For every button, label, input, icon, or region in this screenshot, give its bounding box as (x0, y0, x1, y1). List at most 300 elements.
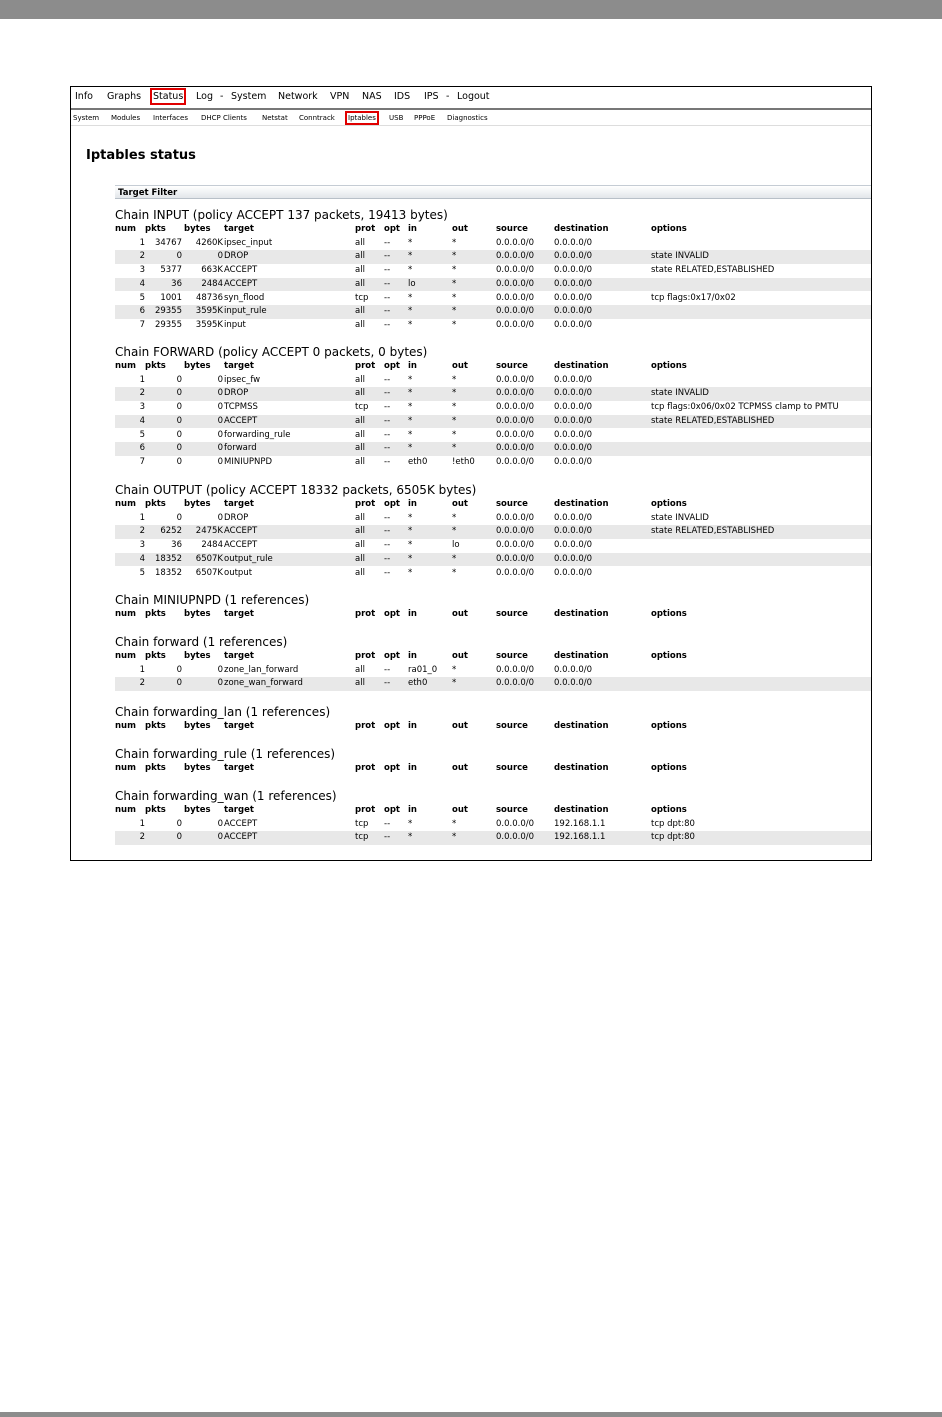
cell-bytes: 3595K (195, 306, 223, 317)
cell-target: ACCEPT (224, 415, 258, 426)
cell-bytes: 0 (217, 443, 223, 454)
table-row (115, 442, 871, 456)
cell-pkts: 18352 (154, 553, 182, 564)
cell-out: * (452, 374, 457, 385)
cell-out: * (452, 664, 457, 675)
column-header-source: source (496, 224, 528, 234)
cell-source: 0.0.0.0/0 (496, 319, 535, 330)
table-row (115, 456, 871, 470)
column-header-target: target (224, 609, 254, 619)
menu-item-vpn[interactable]: VPN (330, 91, 350, 102)
column-header-options: options (651, 721, 687, 731)
submenu-item-iptables[interactable]: Iptables (348, 114, 376, 122)
cell-opt: -- (384, 456, 391, 467)
cell-in: * (408, 512, 413, 523)
cell-opt: -- (384, 374, 391, 385)
table-row (115, 319, 871, 333)
cell-prot: all (355, 306, 365, 317)
cell-num: 1 (139, 237, 145, 248)
cell-target: output (224, 567, 253, 578)
cell-opt: -- (384, 319, 391, 330)
cell-destination: 0.0.0.0/0 (554, 292, 593, 303)
column-header-source: source (496, 651, 528, 661)
cell-pkts: 0 (176, 402, 182, 413)
cell-source: 0.0.0.0/0 (496, 456, 535, 467)
submenu-item-usb[interactable]: USB (389, 114, 404, 122)
cell-destination: 0.0.0.0/0 (554, 278, 593, 289)
cell-source: 0.0.0.0/0 (496, 278, 535, 289)
column-header-destination: destination (554, 609, 609, 619)
column-header-source: source (496, 609, 528, 619)
table-row (115, 429, 871, 443)
cell-destination: 0.0.0.0/0 (554, 402, 593, 413)
column-header-opt: opt (384, 609, 400, 619)
menu-item-status[interactable]: Status (153, 91, 184, 102)
column-header-out: out (452, 361, 468, 371)
table-row (115, 415, 871, 429)
column-header-opt: opt (384, 805, 400, 815)
submenu-item-interfaces[interactable]: Interfaces (153, 114, 188, 122)
cell-target: input (224, 319, 246, 330)
cell-source: 0.0.0.0/0 (496, 415, 535, 426)
menu-item-info[interactable]: Info (75, 91, 93, 102)
menu-item-system[interactable]: System (231, 91, 267, 102)
column-header-pkts: pkts (145, 499, 166, 509)
cell-pkts: 0 (176, 443, 182, 454)
cell-out: * (452, 443, 457, 454)
column-header-target: target (224, 721, 254, 731)
cell-destination: 0.0.0.0/0 (554, 567, 593, 578)
top-border-bar (0, 0, 942, 19)
cell-opt: -- (384, 429, 391, 440)
menu-item-log[interactable]: Log (196, 91, 213, 102)
column-header-in: in (408, 805, 417, 815)
table-row (115, 374, 871, 388)
cell-pkts: 0 (176, 678, 182, 689)
cell-target: TCPMSS (224, 402, 258, 413)
column-header-destination: destination (554, 361, 609, 371)
column-header-options: options (651, 651, 687, 661)
cell-source: 0.0.0.0/0 (496, 443, 535, 454)
cell-out: * (452, 319, 457, 330)
column-header-bytes: bytes (184, 361, 211, 371)
cell-out: * (452, 678, 457, 689)
chain-title: Chain forwarding_rule (1 references) (115, 747, 336, 761)
cell-in: * (408, 374, 413, 385)
submenu-item-netstat[interactable]: Netstat (262, 114, 288, 122)
column-header-bytes: bytes (184, 763, 211, 773)
cell-opt: -- (384, 402, 391, 413)
cell-bytes: 2475K (195, 526, 223, 537)
cell-prot: all (355, 512, 365, 523)
cell-target: ACCEPT (224, 818, 258, 829)
column-header-out: out (452, 763, 468, 773)
column-header-source: source (496, 763, 528, 773)
cell-target: ipsec_input (224, 237, 273, 248)
cell-options: tcp dpt:80 (651, 818, 695, 829)
column-header-prot: prot (355, 499, 376, 509)
cell-destination: 0.0.0.0/0 (554, 415, 593, 426)
column-header-opt: opt (384, 721, 400, 731)
cell-out: * (452, 512, 457, 523)
menu-item-nas[interactable]: NAS (362, 91, 382, 102)
cell-in: * (408, 567, 413, 578)
chain-table-header (115, 498, 871, 512)
cell-in: * (408, 415, 413, 426)
column-header-prot: prot (355, 361, 376, 371)
cell-pkts: 0 (176, 512, 182, 523)
cell-target: DROP (224, 512, 249, 523)
cell-num: 1 (139, 512, 145, 523)
column-header-options: options (651, 224, 687, 234)
cell-in: eth0 (408, 678, 428, 689)
table-row (115, 387, 871, 401)
menu-item-ips[interactable]: IPS (424, 91, 439, 102)
table-row (115, 539, 871, 553)
cell-target: forwarding_rule (224, 429, 291, 440)
chain-table-header (115, 762, 871, 776)
cell-opt: -- (384, 832, 391, 843)
column-header-bytes: bytes (184, 499, 211, 509)
cell-num: 5 (139, 292, 145, 303)
cell-out: * (452, 526, 457, 537)
column-header-source: source (496, 721, 528, 731)
cell-out: * (452, 292, 457, 303)
table-row (115, 278, 871, 292)
table-row (115, 292, 871, 306)
cell-source: 0.0.0.0/0 (496, 553, 535, 564)
column-header-bytes: bytes (184, 651, 211, 661)
column-header-opt: opt (384, 361, 400, 371)
table-row (115, 664, 871, 678)
cell-source: 0.0.0.0/0 (496, 512, 535, 523)
cell-pkts: 36 (171, 540, 182, 551)
cell-destination: 0.0.0.0/0 (554, 319, 593, 330)
cell-pkts: 0 (176, 818, 182, 829)
cell-source: 0.0.0.0/0 (496, 664, 535, 675)
column-header-pkts: pkts (145, 361, 166, 371)
column-header-bytes: bytes (184, 805, 211, 815)
cell-target: input_rule (224, 306, 267, 317)
cell-out: * (452, 251, 457, 262)
cell-out: * (452, 388, 457, 399)
cell-opt: -- (384, 237, 391, 248)
cell-target: forward (224, 443, 257, 454)
cell-in: * (408, 818, 413, 829)
cell-prot: tcp (355, 292, 369, 303)
cell-source: 0.0.0.0/0 (496, 429, 535, 440)
cell-in: * (408, 553, 413, 564)
cell-opt: -- (384, 251, 391, 262)
column-header-target: target (224, 499, 254, 509)
column-header-num: num (115, 651, 136, 661)
chain-table-header (115, 360, 871, 374)
column-header-out: out (452, 499, 468, 509)
cell-destination: 0.0.0.0/0 (554, 429, 593, 440)
cell-pkts: 0 (176, 415, 182, 426)
cell-bytes: 0 (217, 512, 223, 523)
cell-out: * (452, 402, 457, 413)
cell-opt: -- (384, 567, 391, 578)
cell-out: !eth0 (452, 456, 475, 467)
column-header-pkts: pkts (145, 721, 166, 731)
submenu-item-pppoe[interactable]: PPPoE (414, 114, 436, 122)
cell-options: state INVALID (651, 251, 709, 262)
table-row (115, 677, 871, 691)
cell-prot: all (355, 319, 365, 330)
cell-destination: 0.0.0.0/0 (554, 251, 593, 262)
column-header-pkts: pkts (145, 763, 166, 773)
submenu-item-dhcp-clients[interactable]: DHCP Clients (201, 114, 247, 122)
cell-source: 0.0.0.0/0 (496, 540, 535, 551)
cell-num: 6 (139, 443, 145, 454)
cell-options: tcp flags:0x06/0x02 TCPMSS clamp to PMTU (651, 402, 839, 413)
cell-num: 5 (139, 429, 145, 440)
cell-destination: 0.0.0.0/0 (554, 306, 593, 317)
cell-target: DROP (224, 251, 249, 262)
cell-num: 4 (139, 553, 145, 564)
cell-out: * (452, 306, 457, 317)
cell-prot: tcp (355, 818, 369, 829)
cell-options: state RELATED,ESTABLISHED (651, 526, 775, 537)
bottom-border-bar (0, 1412, 942, 1417)
cell-destination: 0.0.0.0/0 (554, 526, 593, 537)
column-header-in: in (408, 651, 417, 661)
table-row (115, 818, 871, 832)
cell-target: ACCEPT (224, 265, 258, 276)
column-header-options: options (651, 499, 687, 509)
cell-destination: 0.0.0.0/0 (554, 265, 593, 276)
cell-options: state RELATED,ESTABLISHED (651, 265, 775, 276)
column-header-prot: prot (355, 763, 376, 773)
cell-bytes: 0 (217, 402, 223, 413)
cell-source: 0.0.0.0/0 (496, 292, 535, 303)
table-row (115, 237, 871, 251)
cell-bytes: 0 (217, 388, 223, 399)
cell-num: 1 (139, 664, 145, 675)
column-header-options: options (651, 763, 687, 773)
cell-pkts: 0 (176, 251, 182, 262)
cell-destination: 0.0.0.0/0 (554, 456, 593, 467)
cell-num: 2 (139, 526, 145, 537)
cell-prot: all (355, 526, 365, 537)
submenu-item-conntrack[interactable]: Conntrack (299, 114, 335, 122)
cell-bytes: 0 (217, 818, 223, 829)
column-header-out: out (452, 805, 468, 815)
cell-out: * (452, 415, 457, 426)
main-menu (71, 87, 871, 110)
cell-target: ACCEPT (224, 832, 258, 843)
column-header-num: num (115, 361, 136, 371)
cell-in: * (408, 540, 413, 551)
cell-bytes: 0 (217, 678, 223, 689)
table-row (115, 250, 871, 264)
cell-opt: -- (384, 678, 391, 689)
cell-destination: 0.0.0.0/0 (554, 388, 593, 399)
cell-bytes: 4260K (195, 237, 223, 248)
column-header-options: options (651, 361, 687, 371)
column-header-target: target (224, 224, 254, 234)
cell-prot: all (355, 456, 365, 467)
cell-source: 0.0.0.0/0 (496, 237, 535, 248)
column-header-pkts: pkts (145, 805, 166, 815)
column-header-target: target (224, 805, 254, 815)
column-header-num: num (115, 609, 136, 619)
cell-pkts: 0 (176, 374, 182, 385)
cell-target: ACCEPT (224, 540, 258, 551)
menu-item-network[interactable]: Network (278, 91, 318, 102)
cell-num: 2 (139, 388, 145, 399)
cell-num: 2 (139, 678, 145, 689)
table-row (115, 512, 871, 526)
cell-pkts: 29355 (154, 319, 182, 330)
chain-title: Chain OUTPUT (policy ACCEPT 18332 packets, 6505K bytes) (115, 483, 477, 497)
cell-prot: all (355, 664, 365, 675)
section-title: Target Filter (118, 188, 178, 198)
column-header-prot: prot (355, 805, 376, 815)
cell-in: * (408, 319, 413, 330)
column-header-num: num (115, 499, 136, 509)
cell-prot: all (355, 567, 365, 578)
cell-opt: -- (384, 292, 391, 303)
column-header-opt: opt (384, 499, 400, 509)
cell-target: ACCEPT (224, 278, 258, 289)
cell-num: 3 (139, 402, 145, 413)
chain-title: Chain FORWARD (policy ACCEPT 0 packets, 0 bytes) (115, 345, 428, 359)
cell-prot: all (355, 540, 365, 551)
submenu-item-system[interactable]: System (73, 114, 100, 122)
cell-prot: all (355, 251, 365, 262)
column-header-bytes: bytes (184, 609, 211, 619)
column-header-target: target (224, 763, 254, 773)
column-header-opt: opt (384, 763, 400, 773)
cell-destination: 0.0.0.0/0 (554, 664, 593, 675)
column-header-destination: destination (554, 763, 609, 773)
cell-num: 6 (139, 306, 145, 317)
table-row (115, 567, 871, 581)
column-header-out: out (452, 721, 468, 731)
cell-bytes: 3595K (195, 319, 223, 330)
chain-table-header (115, 804, 871, 818)
column-header-destination: destination (554, 805, 609, 815)
column-header-prot: prot (355, 721, 376, 731)
cell-options: tcp dpt:80 (651, 832, 695, 843)
cell-prot: tcp (355, 832, 369, 843)
cell-in: * (408, 443, 413, 454)
column-header-opt: opt (384, 224, 400, 234)
cell-prot: all (355, 265, 365, 276)
cell-opt: -- (384, 553, 391, 564)
cell-pkts: 1001 (160, 292, 182, 303)
cell-source: 0.0.0.0/0 (496, 251, 535, 262)
cell-destination: 0.0.0.0/0 (554, 237, 593, 248)
cell-in: * (408, 429, 413, 440)
cell-prot: all (355, 388, 365, 399)
cell-bytes: 0 (217, 832, 223, 843)
cell-target: output_rule (224, 553, 273, 564)
cell-num: 3 (139, 540, 145, 551)
cell-prot: all (355, 374, 365, 385)
cell-source: 0.0.0.0/0 (496, 306, 535, 317)
column-header-bytes: bytes (184, 224, 211, 234)
cell-out: * (452, 832, 457, 843)
column-header-source: source (496, 805, 528, 815)
cell-prot: all (355, 278, 365, 289)
chain-table-header (115, 720, 871, 734)
cell-opt: -- (384, 664, 391, 675)
cell-source: 0.0.0.0/0 (496, 402, 535, 413)
cell-in: * (408, 237, 413, 248)
cell-source: 0.0.0.0/0 (496, 374, 535, 385)
cell-bytes: 0 (217, 415, 223, 426)
menu-item-graphs[interactable]: Graphs (107, 91, 142, 102)
cell-num: 4 (139, 278, 145, 289)
cell-num: 1 (139, 374, 145, 385)
column-header-out: out (452, 651, 468, 661)
cell-prot: tcp (355, 402, 369, 413)
table-row (115, 401, 871, 415)
table-row (115, 305, 871, 319)
column-header-prot: prot (355, 651, 376, 661)
cell-target: zone_lan_forward (224, 664, 299, 675)
cell-bytes: 0 (217, 456, 223, 467)
cell-bytes: 0 (217, 374, 223, 385)
column-header-out: out (452, 609, 468, 619)
cell-target: syn_flood (224, 292, 265, 303)
cell-target: ipsec_fw (224, 374, 261, 385)
column-header-options: options (651, 805, 687, 815)
cell-target: MINIUPNPD (224, 456, 273, 467)
router-web-ui-screenshot (70, 86, 872, 861)
cell-destination: 192.168.1.1 (554, 818, 606, 829)
column-header-in: in (408, 609, 417, 619)
page-title: Iptables status (86, 148, 196, 163)
cell-destination: 0.0.0.0/0 (554, 374, 593, 385)
cell-pkts: 0 (176, 429, 182, 440)
column-header-bytes: bytes (184, 721, 211, 731)
cell-pkts: 36 (171, 278, 182, 289)
cell-bytes: 0 (217, 664, 223, 675)
cell-options: state RELATED,ESTABLISHED (651, 415, 775, 426)
menu-item-logout[interactable]: Logout (457, 91, 490, 102)
chain-table-header (115, 608, 871, 622)
column-header-target: target (224, 361, 254, 371)
chain-table-header (115, 650, 871, 664)
cell-opt: -- (384, 512, 391, 523)
menu-separator: - (220, 91, 224, 102)
submenu-item-modules[interactable]: Modules (111, 114, 141, 122)
cell-num: 2 (139, 251, 145, 262)
cell-target: ACCEPT (224, 526, 258, 537)
cell-pkts: 0 (176, 664, 182, 675)
cell-options: state INVALID (651, 512, 709, 523)
cell-out: * (452, 818, 457, 829)
column-header-prot: prot (355, 224, 376, 234)
cell-in: * (408, 292, 413, 303)
cell-destination: 192.168.1.1 (554, 832, 606, 843)
cell-source: 0.0.0.0/0 (496, 567, 535, 578)
cell-pkts: 29355 (154, 306, 182, 317)
submenu-item-diagnostics[interactable]: Diagnostics (447, 114, 488, 122)
column-header-pkts: pkts (145, 224, 166, 234)
column-header-destination: destination (554, 651, 609, 661)
cell-destination: 0.0.0.0/0 (554, 540, 593, 551)
chain-title: Chain MINIUPNPD (1 references) (115, 593, 310, 607)
chain-title: Chain forwarding_lan (1 references) (115, 705, 331, 719)
cell-pkts: 0 (176, 388, 182, 399)
column-header-destination: destination (554, 721, 609, 731)
menu-item-ids[interactable]: IDS (394, 91, 411, 102)
